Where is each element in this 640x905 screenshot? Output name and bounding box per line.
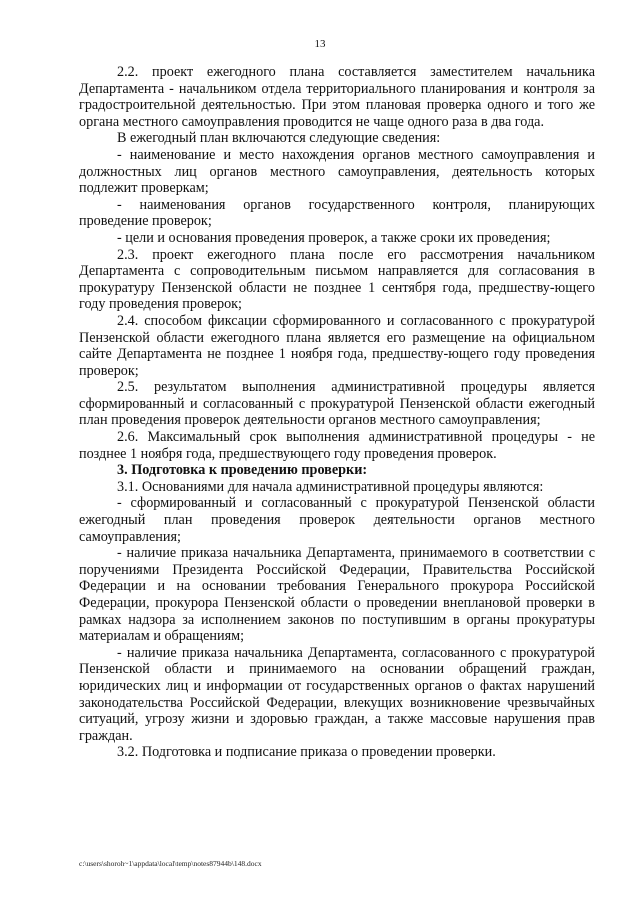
- paragraph-3-2: 3.2. Подготовка и подписание приказа о проведении проверки.: [117, 744, 496, 761]
- footer-file-path: c:\users\shoroh~1\appdata\local\temp\notes87944b\148.docx: [79, 859, 262, 868]
- paragraph-2-2: 2.2. проект ежегодного плана составляется заместителем начальника Департамента - начальником отдела территориального планирования и контроля за градостроительной деятельностью. При этом плановая проверка одного и того же органа местного самоуправления проводится не чаще одного раза в два года.: [79, 64, 595, 130]
- paragraph-3-1: 3.1. Основаниями для начала административной процедуры являются:: [117, 478, 544, 495]
- list-item-bodies-and-officials: - наименование и место нахождения органов местного самоуправления и должностных лиц органов местного самоуправления, деятельность которых подлежит проверкам;: [79, 146, 595, 197]
- list-item-control-authorities: - наименования органов государственного контроля, планирующих проведение проверок;: [79, 196, 595, 230]
- list-item-goals-and-terms: - цели и основания проведения проверок, а также сроки их проведения;: [117, 229, 551, 246]
- paragraph-2-4: 2.4. способом фиксации сформированного и согласованного с прокуратурой Пензенской области ежегодного плана является его размещение на официальном сайте Департамента не позднее 1 ноября года, предшеству-ющего году проведения проверок;: [79, 312, 595, 379]
- section-heading-3: 3. Подготовка к проведению проверки:: [117, 462, 368, 479]
- paragraph-2-5: 2.5. результатом выполнения административной процедуры является сформированный и согласованный с прокуратурой Пензенской области ежегодный план проведения проверок деятельности органов местного самоуправления;: [79, 379, 595, 429]
- paragraph-2-6: 2.6. Максимальный срок выполнения административной процедуры - не позднее 1 ноября года, предшествующего году проведения проверок.: [79, 429, 595, 462]
- list-item-order-by-instructions: - наличие приказа начальника Департамента, принимаемого в соответствии с поручениями Президента Российской Федерации, Правительства Российской Федерации и на основании требования Генерального прокурора Российской Федерации, прокурора Пензенской области о проведении внеплановой проверки в рамках надзора за исполнением законов по поступившим в органы прокуратуры материалам и обращениям;: [79, 545, 595, 645]
- list-item-annual-plan: - сформированный и согласованный с прокуратурой Пензенской области ежегодный план проведения проверок деятельности органов местного самоуправления;: [79, 495, 595, 545]
- list-item-order-by-appeals: - наличие приказа начальника Департамента, согласованного с прокуратурой Пензенской области и принимаемого на основании обращений граждан, юридических лиц и информации от государственных органов о фактах нарушений законодательства Российской Федерации, влекущих возникновение чрезвычайных ситуаций, угрозу жизни и здоровью граждан, а также массовые нарушения прав граждан.: [79, 644, 595, 744]
- document-body: [79, 64, 595, 761]
- page-number: 13: [314, 38, 326, 50]
- paragraph-plan-contents-intro: В ежегодный план включаются следующие сведения:: [117, 130, 441, 147]
- paragraph-2-3: 2.3. проект ежегодного плана после его рассмотрения начальником Департамента с сопроводительным письмом направляется для согласования в прокуратуру Пензенской области не позднее 1 сентября года, предшеству-ющего году проведения проверок;: [79, 246, 595, 313]
